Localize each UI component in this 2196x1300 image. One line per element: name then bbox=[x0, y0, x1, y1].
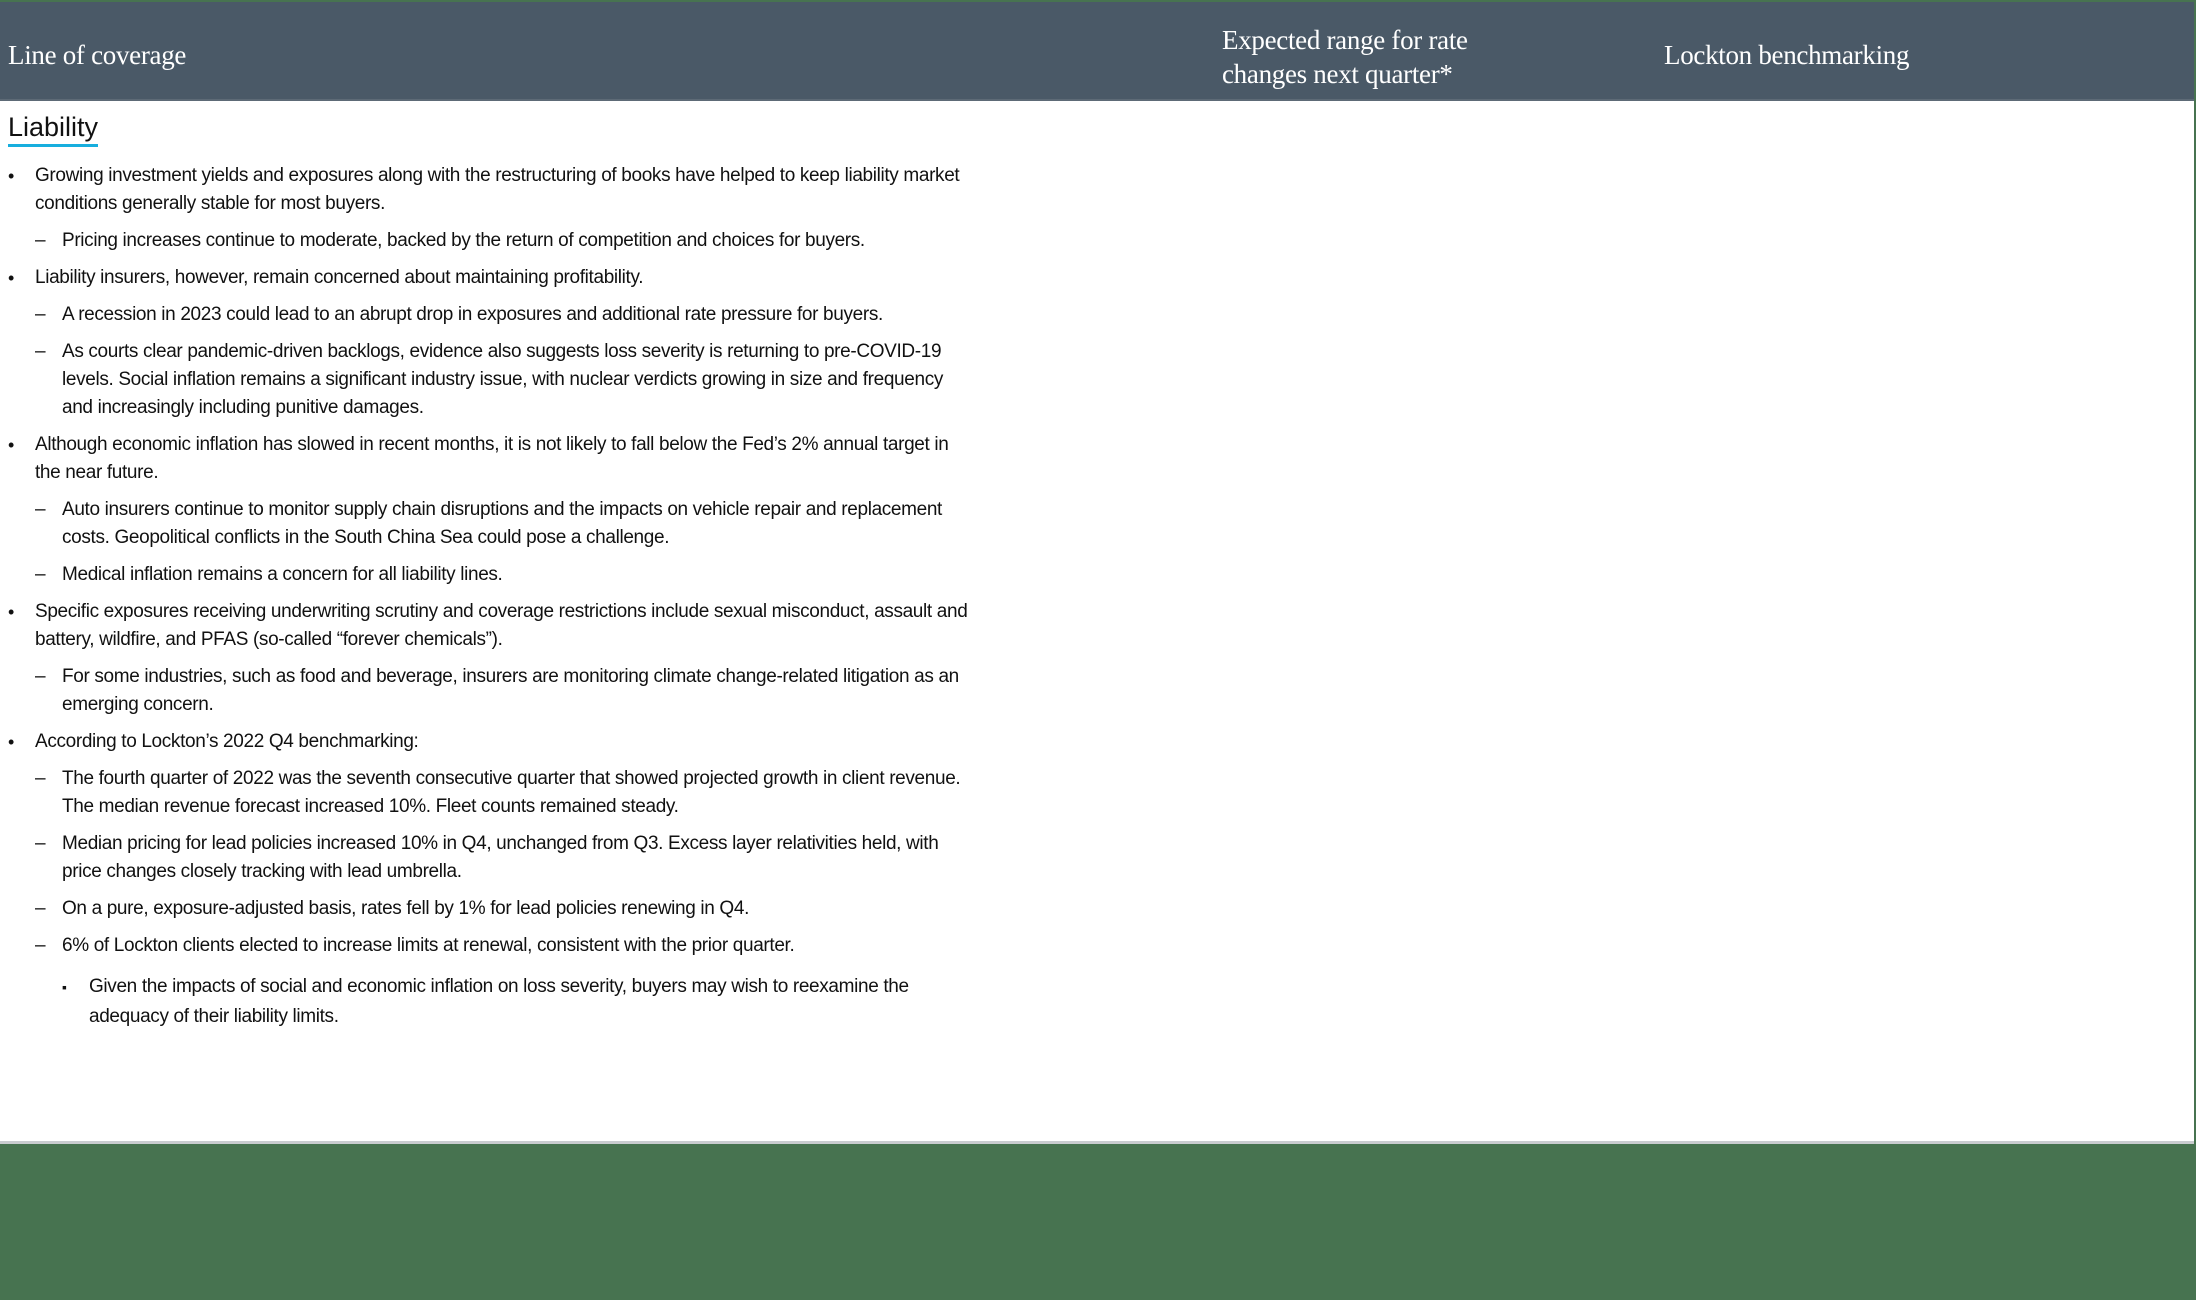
bullet-icon: • bbox=[8, 602, 14, 622]
list-item-text: Pricing increases continue to moderate, backed by the return of competition and choices for buyers. bbox=[62, 230, 865, 251]
list-item-text: On a pure, exposure-adjusted basis, rates fell by 1% for lead policies renewing in Q4. bbox=[62, 898, 750, 919]
dash-icon: – bbox=[35, 564, 46, 585]
list-item-text: Given the impacts of social and economic inflation on loss severity, buyers may wish to reexamine the adequacy of their liability limits. bbox=[89, 976, 909, 1027]
bullet-icon: • bbox=[8, 268, 14, 288]
list-item bbox=[0, 264, 970, 292]
list-item bbox=[0, 301, 970, 329]
bullet-icon: • bbox=[8, 435, 14, 455]
list-item bbox=[0, 663, 970, 719]
list-item bbox=[0, 830, 970, 886]
square-bullet-icon: ▪ bbox=[62, 979, 67, 995]
header-lockton-benchmarking: Lockton benchmarking bbox=[1664, 40, 1910, 70]
list-item-text: Median pricing for lead policies increased 10% in Q4, unchanged from Q3. Excess layer relativities held, with price changes closely tracking with lead umbrella. bbox=[62, 833, 939, 882]
dash-icon: – bbox=[35, 230, 46, 251]
list-item-text: Medical inflation remains a concern for all liability lines. bbox=[62, 564, 503, 585]
list-item bbox=[0, 765, 970, 821]
dash-icon: – bbox=[35, 935, 46, 956]
list-item bbox=[0, 227, 970, 255]
dash-icon: – bbox=[35, 768, 46, 789]
list-item bbox=[0, 895, 970, 923]
list-item bbox=[0, 972, 970, 1032]
list-item-text: Liability insurers, however, remain concerned about maintaining profitability. bbox=[35, 267, 644, 288]
dash-icon: – bbox=[35, 833, 46, 854]
dash-icon: – bbox=[35, 304, 46, 325]
list-item-text: The fourth quarter of 2022 was the seventh consecutive quarter that showed projected growth in client revenue. The median revenue forecast increased 10%. Fleet counts remained steady. bbox=[62, 768, 961, 817]
header-line-of-coverage: Line of coverage bbox=[8, 40, 187, 70]
list-item bbox=[0, 728, 970, 756]
list-item-text: Specific exposures receiving underwriting scrutiny and coverage restrictions include sexual misconduct, assault and battery, wildfire, and PFAS (so-called “forever chemicals”). bbox=[35, 601, 968, 650]
list-item-text: Growing investment yields and exposures along with the restructuring of books have helped to keep liability market conditions generally stable for most buyers. bbox=[35, 165, 960, 214]
dash-icon: – bbox=[35, 341, 46, 362]
header-expected-range: Expected range for rate changes next quarter* bbox=[1222, 25, 1468, 89]
table-header bbox=[0, 2, 2194, 101]
section-title-liability: Liability bbox=[8, 110, 98, 147]
list-item bbox=[0, 338, 970, 422]
list-item-text: As courts clear pandemic-driven backlogs, evidence also suggests loss severity is returning to pre-COVID-19 levels. Social inflation remains a significant industry issue, with nuclear verdicts growing in size and frequency and increasingly including punitive damages. bbox=[62, 341, 943, 418]
list-item bbox=[0, 932, 970, 960]
dash-icon: – bbox=[35, 898, 46, 919]
page-bottom-divider bbox=[0, 1141, 2194, 1144]
list-item-text: For some industries, such as food and beverage, insurers are monitoring climate change-related litigation as an emerging concern. bbox=[62, 666, 959, 715]
list-item bbox=[0, 561, 970, 589]
list-item bbox=[0, 598, 970, 654]
liability-bullet-list bbox=[0, 162, 970, 1041]
list-item bbox=[0, 162, 970, 218]
list-item-text: 6% of Lockton clients elected to increase limits at renewal, consistent with the prior quarter. bbox=[62, 935, 795, 956]
dash-icon: – bbox=[35, 499, 46, 520]
list-item-text: Auto insurers continue to monitor supply chain disruptions and the impacts on vehicle repair and replacement costs. Geopolitical conflicts in the South China Sea could pose a challenge. bbox=[62, 499, 942, 548]
dash-icon: – bbox=[35, 666, 46, 687]
document-page bbox=[0, 2, 2194, 1141]
list-item-text: A recession in 2023 could lead to an abrupt drop in exposures and additional rate pressure for buyers. bbox=[62, 304, 883, 325]
bullet-icon: • bbox=[8, 732, 14, 752]
list-item bbox=[0, 431, 970, 487]
list-item-text: Although economic inflation has slowed in recent months, it is not likely to fall below the Fed’s 2% annual target in the near future. bbox=[35, 434, 949, 483]
list-item bbox=[0, 496, 970, 552]
bullet-icon: • bbox=[8, 166, 14, 186]
list-item-text: According to Lockton’s 2022 Q4 benchmarking: bbox=[35, 731, 419, 752]
